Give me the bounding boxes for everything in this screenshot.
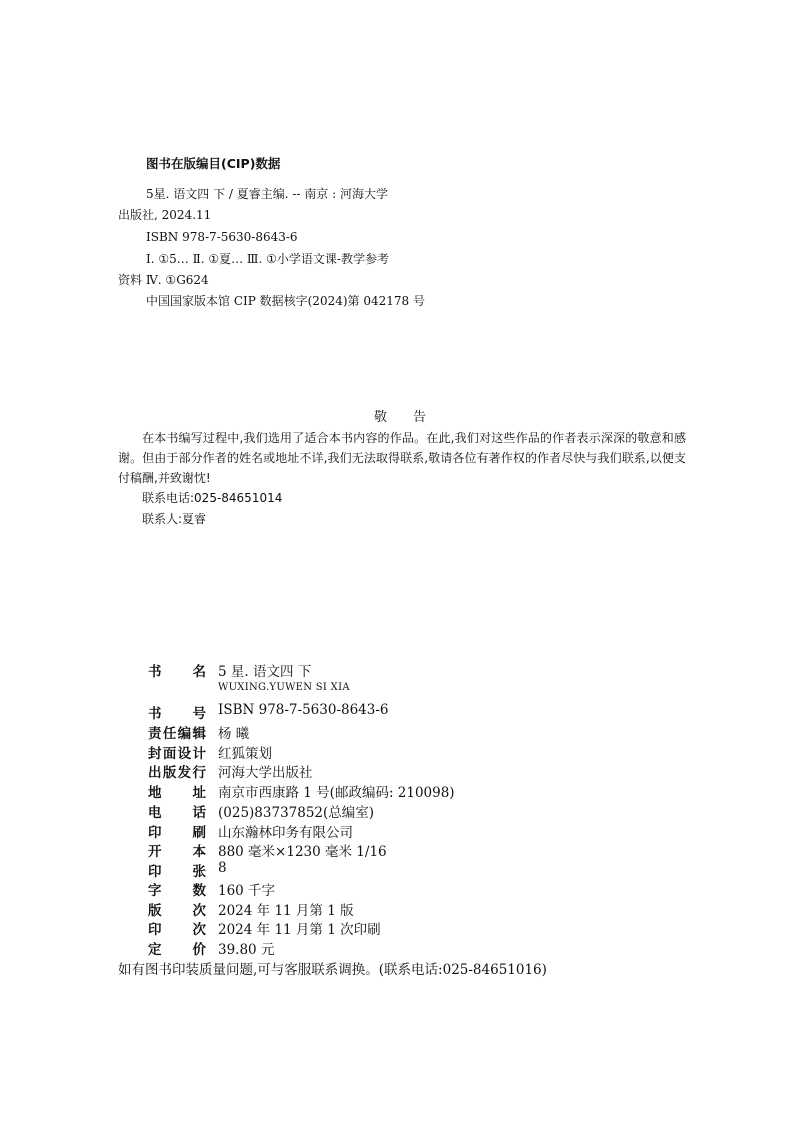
colophon-label-char: 次 [192, 922, 206, 938]
colophon-value: 南京市西康路 1 号(邮政编码: 210098) [218, 785, 455, 801]
colophon-value: 2024 年 11 月第 1 次印刷 [218, 922, 381, 938]
colophon-value: ISBN 978-7-5630-8643-6 [218, 702, 389, 718]
colophon-label-char: 印 [148, 864, 162, 880]
colophon-label-char: 次 [192, 903, 206, 919]
colophon-label-char: 印 [148, 825, 162, 841]
colophon-label [148, 801, 206, 821]
colophon-label [148, 840, 206, 860]
colophon-label-char: 面 [162, 746, 177, 762]
colophon-label-char: 编 [177, 726, 192, 742]
cip-title: 图书在版编目(CIP)数据 [146, 156, 281, 171]
colophon-label [148, 781, 206, 801]
colophon-label [148, 722, 206, 742]
colophon-label-char: 计 [192, 746, 206, 762]
colophon-value: 红狐策划 [218, 746, 272, 762]
colophon-label [148, 742, 206, 762]
colophon-value: 5 星. 语文四 下 [218, 664, 312, 680]
colophon-value: 山东瀚林印务有限公司 [218, 825, 353, 841]
colophon-label-char: 书 [148, 706, 162, 722]
colophon-label-char: 行 [192, 765, 206, 781]
colophon-label-char: 印 [148, 922, 162, 938]
title-pinyin: WUXING.YUWEN SI XIA [218, 682, 350, 693]
colophon-value: 杨 曦 [218, 726, 250, 742]
colophon-label-char: 辑 [192, 726, 206, 742]
colophon-label-char: 刷 [192, 825, 206, 841]
colophon-label [148, 821, 206, 841]
colophon-footer: 如有图书印装质量问题,可与客服联系调换。(联系电话:025-84651016) [118, 962, 547, 978]
cip-line-1: 5星. 语文四 下 / 夏睿主编. -- 南京 : 河海大学 [146, 187, 388, 201]
colophon-label-char: 本 [192, 844, 206, 860]
colophon-label-char: 价 [192, 942, 206, 958]
colophon-label-char: 址 [192, 785, 206, 801]
notice-phone: 联系电话:025-84651014 [142, 491, 283, 505]
colophon-value: 2024 年 11 月第 1 版 [218, 903, 354, 919]
colophon-label-char: 开 [148, 844, 162, 860]
cip-line-6: 中国国家版本馆 CIP 数据核字(2024)第 042178 号 [146, 294, 425, 308]
colophon-label [148, 938, 206, 958]
colophon-label-char: 出 [148, 765, 162, 781]
cip-isbn: ISBN 978-7-5630-8643-6 [146, 230, 298, 244]
colophon-label-char: 字 [148, 883, 162, 899]
colophon-label [148, 899, 206, 919]
colophon-label-char: 发 [177, 765, 192, 781]
colophon-label-char: 地 [148, 785, 162, 801]
colophon-value: 河海大学出版社 [218, 765, 313, 781]
colophon-label [148, 879, 206, 899]
colophon-label-char: 封 [148, 746, 162, 762]
colophon-value: (025)83737852(总编室) [218, 805, 375, 821]
colophon-label [148, 860, 206, 880]
colophon-value: 39.80 元 [218, 942, 275, 958]
colophon-value: 160 千字 [218, 883, 276, 899]
colophon-value: 8 [218, 860, 227, 876]
colophon-label-char: 任 [162, 726, 177, 742]
colophon-label-char: 号 [192, 706, 206, 722]
colophon-label [148, 918, 206, 938]
colophon-value: 880 毫米×1230 毫米 1/16 [218, 844, 387, 860]
colophon-label-char: 电 [148, 805, 162, 821]
colophon-label-char: 数 [192, 883, 206, 899]
colophon-label [148, 660, 206, 680]
colophon-label-char: 定 [148, 942, 162, 958]
cip-line-4: Ⅰ. ①5… Ⅱ. ①夏… Ⅲ. ①小学语文课-教学参考 [146, 252, 389, 266]
colophon-label-char: 张 [192, 864, 206, 880]
cip-line-2: 出版社, 2024.11 [118, 208, 212, 222]
colophon-label [148, 702, 206, 722]
colophon-label-char: 版 [148, 903, 162, 919]
colophon-label-char: 责 [148, 726, 162, 742]
notice-body: 在本书编写过程中,我们选用了适合本书内容的作品。在此,我们对这些作品的作者表示深深的敬意和感谢。但由于部分作者的姓名或地址不详,我们无法取得联系,敬请各位有著作权的作者尽快与我们联系,以便支付稿酬,并致谢忱! [118, 431, 686, 485]
colophon-label-char: 名 [192, 664, 206, 680]
notice-contact-person: 联系人:夏睿 [142, 512, 207, 526]
colophon-label-char: 设 [177, 746, 192, 762]
colophon-label-char: 书 [148, 664, 162, 680]
notice-title: 敬告 [373, 410, 452, 425]
colophon-label-char: 版 [162, 765, 177, 781]
colophon-label-char: 话 [192, 805, 206, 821]
colophon-label [148, 761, 206, 781]
cip-line-5: 资料 Ⅳ. ①G624 [118, 273, 209, 287]
